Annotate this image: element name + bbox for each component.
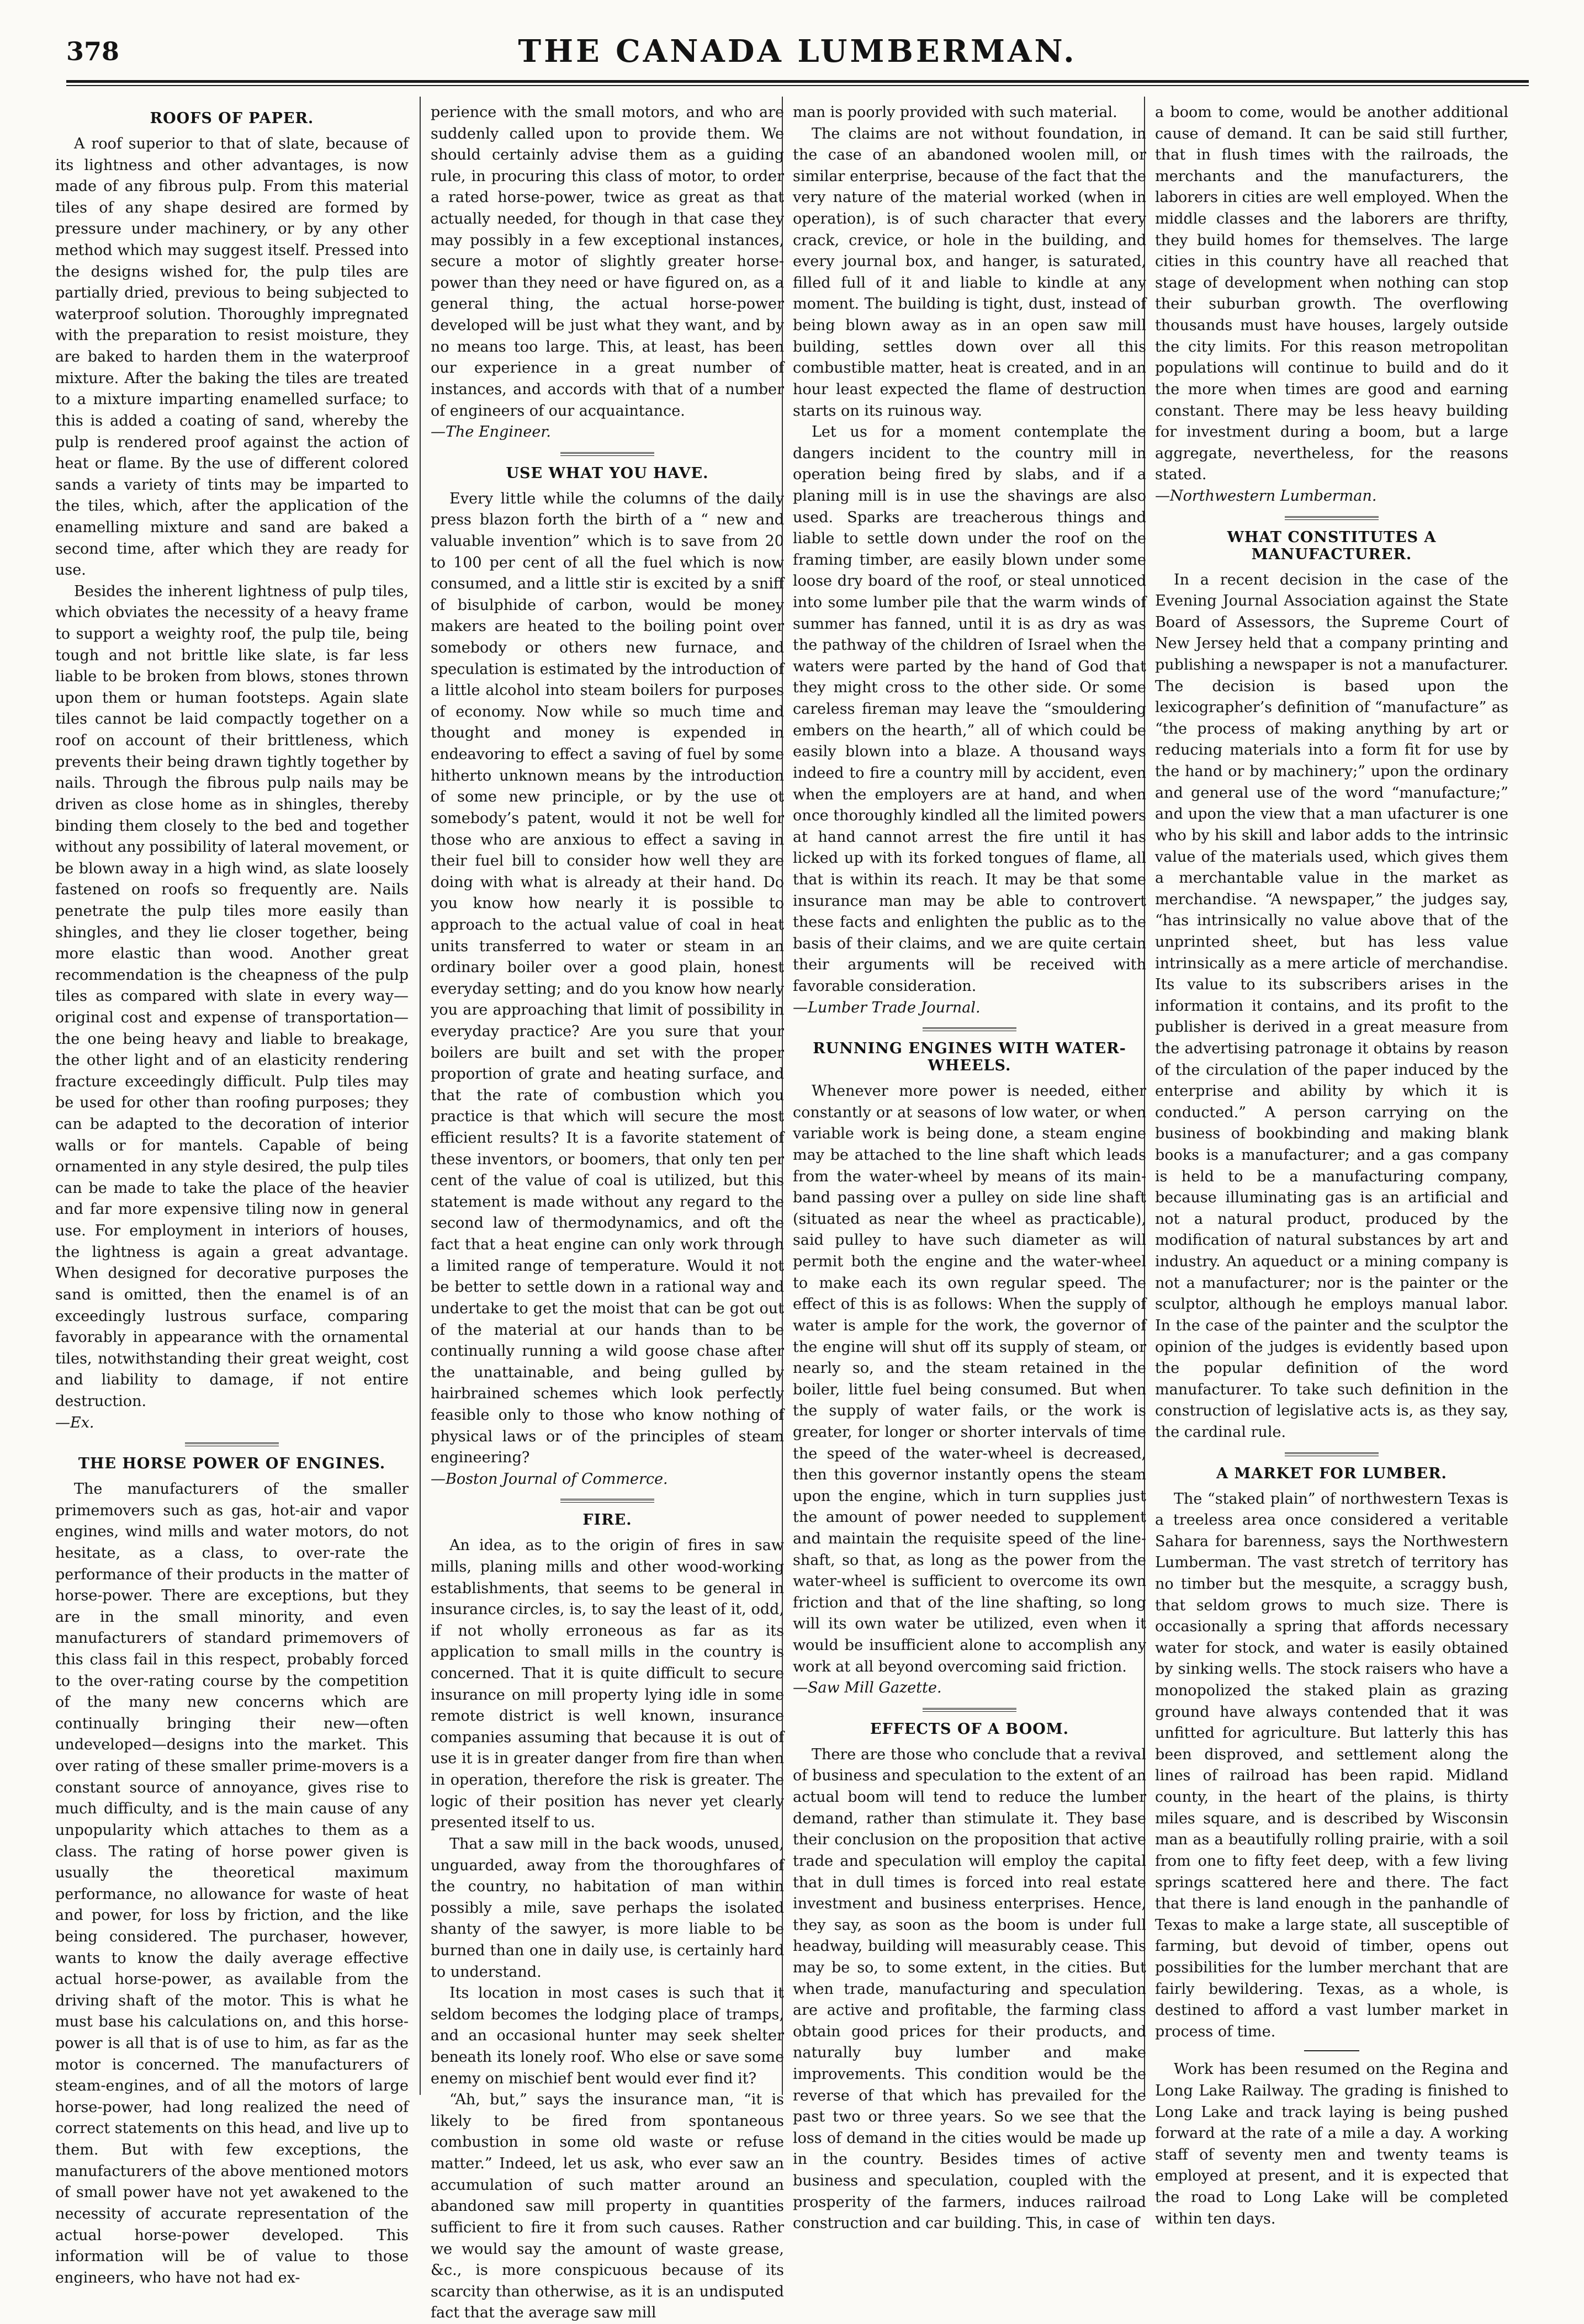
article-paragraph: Besides the inherent lightness of pulp tiles, which obviates the necessity of a heavy frame to support a weighty roof, the pulp tile, being tough and not brittle like slate, is far less liable to be broken from blows, stones thrown upon them or human footsteps. Again slate tiles cannot be laid compactly together on a roof on account of their brittleness, which prevents their being drawn tightly together by nails. Through the fibrous pulp nails may be driven as close home as in shingles, thereby binding them closely to the bed and together without any possibility of lateral movement, or be blown away in a high wind, as slate loosely fastened on roofs so frequently are. Nails penetrate the pulp tiles more easily than shingles, and they lie closer together, being more elastic than wood. Another great recommendation is the cheapness of the pulp tiles as compared with slate in every way—original cost and expense of transportation—the one being heavy and liable to breakage, the other light and of an elasticity rendering fracture exceedingly difficult. Pulp tiles may be used for other than roofing purposes; they can be adapted to the decoration of interior walls or for mantels. Capable of being ornamented in any style desired, the pulp tiles can be made to take the place of the heavier and far more expensive tiling now in general use. For employment in interiors of houses, the lightness is again a great advantage. When designed for decorative purposes the sand is omitted, then the enamel is of an exceedingly lustrous surface, comparing favorably in appearance with the ornamental tiles, notwithstanding their great weight, cost and liability to damage, if not entire destruction.	[55, 582, 409, 1410]
header-rule	[66, 80, 1529, 83]
article-separator	[1285, 516, 1379, 520]
article-paragraph: perience with the small motors, and who are suddenly called upon to provide them. We should certainly advise them as a guiding rule, in procuring this class of motor, to order a rated horse-power, twice as great as that actually needed, for though in that case they may possibly in a few exceptional instances, secure a motor of slightly greater horse-power than they need or have figured on, as a general thing, the actual horse-power developed will be just what they want, and by no means too large. This, at least, has been our experience in a great number of instances, and accords with that of a number of engineers of our acquaintance.	[431, 104, 784, 420]
column-2	[431, 102, 784, 2322]
column-3	[793, 102, 1147, 2232]
column-1	[55, 102, 409, 2286]
article-separator	[923, 1708, 1016, 1712]
article-paragraph: Let us for a moment contemplate the dangers incident to the country mill in operation being fired by slabs, and if a planing mill is in use the shavings are also used. Sparks are treacherous things and liable to settle down under the roof on the framing timber, are easily blown under some loose dry board of the roof, or steal unnoticed into some lumber pile that the warm winds of summer has fanned, until it is as dry as was the pathway of the children of Israel when the waters were parted by the hand of God that they might cross to the other side. Or some careless fireman may leave the “smouldering embers on the hearth,” all of which could be easily blown into a blaze. A thousand ways indeed to fire a country mill by accident, even when the employers are at hand, and when once thoroughly kindled all the limited powers at hand cannot arrest the fire until it has licked up with its forked tongues of flame, all that is within its reach. It may be that some insurance man may be able to controvert these facts and enlighten the public as to the basis of their claims, and we are quite certain their arguments will be received with favorable consideration.	[793, 423, 1147, 995]
article-source: —Lumber Trade Journal.	[793, 999, 981, 1016]
article-paragraph: There are those who conclude that a revival of business and speculation to the extent of an actual boom will tend to reduce the lumber demand, rather than stimulate it. They base their conclusion on the proposition that active trade and speculation will employ the capital that in dull times is forced into real estate investment and business enterprises. Hence, they say, as soon as the boom is under full headway, building will measurably cease. This may be so, to some extent, in the cities. But when trade, manufacturing and speculation are active and profitable, the farming class obtain good prices for their products, and naturally buy lumber and make improvements. This condition would be the reverse of that which has prevailed for the past two or three years. So we see that the loss of demand in the cities would be made up in the country. Besides times of active business and speculation, coupled with the prosperity of the farmers, induces railroad construction and car building. This, in case of	[793, 1745, 1146, 2232]
article-separator	[1304, 2050, 1359, 2051]
article-separator	[923, 1027, 1016, 1031]
article-title-running-engines: RUNNING ENGINES WITH WATER-WHEELS.	[813, 1040, 1126, 1075]
article-paragraph: A roof superior to that of slate, because of its lightness and other advantages, is now made of any fibrous pulp. From this material tiles of any shape desired are formed by pressure under machinery, or by any other method which may suggest itself. Pressed into the designs wished for, the pulp tiles are partially dried, previous to being subjected to waterproof solution. Thoroughly impregnated with the preparation to resist moisture, they are baked to harden them in the waterproof mixture. After the baking the tiles are treated to a mixture imparting enamelled surface; to this is added a coating of sand, whereby the pulp is rendered proof against the action of heat or flame. By the use of different colored sands a variety of tints may be imparted to the tiles, which, after the application of the enamelling mixture and sand are baked a second time, after which they are ready for use.	[55, 135, 409, 579]
header-rule-thin	[66, 85, 1529, 86]
article-separator	[185, 1442, 279, 1446]
article-source: —Northwestern Lumberman.	[1155, 487, 1377, 505]
article-source: —Ex.	[55, 1414, 94, 1431]
page-number: 378	[66, 36, 120, 66]
article-paragraph: That a saw mill in the back woods, unused, unguarded, away from the thoroughfares of the country, no habitation of man within possibly a mile, save perhaps the isolated shanty of the sawyer, is more liable to be burned than one in daily use, is certainly hard to understand.	[431, 1835, 784, 1981]
masthead: THE CANADA LUMBERMAN.	[518, 33, 1077, 70]
page-header	[66, 33, 1529, 72]
article-source: —The Engineer.	[431, 423, 551, 441]
article-source: —Saw Mill Gazette.	[793, 1679, 942, 1697]
article-title-market-for-lumber: A MARKET FOR LUMBER.	[1216, 1465, 1447, 1482]
article-paragraph: man is poorly provided with such material.	[793, 104, 1117, 121]
article-paragraph: The “staked plain” of northwestern Texas is a treeless area once considered a veritable Sahara for barenness, says the Northwestern Lumberman. The vast stretch of territory has no timber but the mesquite, a scraggy bush, that seldom grows to much size. There is occasionally a spring that affords necessary water for stock, and water is easily obtained by sinking wells. The stock raisers who have a monopolized the staked plain as grazing ground have always contended that it was unfitted for agriculture. But latterly this has been disproved, and settlement along the lines of railroad has been rapid. Midland county, in the heart of the plains, is thirty miles square, and is described by Wisconsin man as a beautifully rolling prairie, with a soil from one to fifty feet deep, with a few living springs scattered here and there. The fact that there is land enough in the panhandle of Texas to make a large state, all susceptible of farming, but devoid of timber, opens out possibilities for the lumber merchant that are fairly bewildering. Texas, as a whole, is destined to afford a vast lumber market in process of time.	[1155, 1490, 1508, 2040]
article-paragraph: Whenever more power is needed, either constantly or at seasons of low water, or when variable work is being done, a steam engine may be attached to the line shaft which leads from the water-wheel by means of its main-band passing over a pulley on side line shaft (situated as near the wheel as practicable), said pulley to have such diameter as will permit both the engine and the water-wheel to make each its own regular speed. The effect of this is as follows: When the supply of water is ample for the work, the governor of the engine will shut off its supply of steam, or nearly so, and the steam retained in the boiler, little fuel being consumed. But when the supply of water fails, or the work is greater, for longer or shorter intervals of time the speed of the water-wheel is decreased, then this governor instantly opens the steam upon the engine, which in turn supplies just the amount of power needed to supplement and maintain the requisite speed of the line-shaft, so that, as long as the power from the water-wheel is sufficient to overcome its own friction and that of the line shafting, so long will its own water be utilized, even when it would be insufficient alone to accomplish any work at all beyond overcoming said friction.	[793, 1083, 1146, 1675]
article-title-effects-of-boom: EFFECTS OF A BOOM.	[870, 1720, 1069, 1738]
article-title-use-what-you-have: USE WHAT YOU HAVE.	[506, 464, 709, 482]
article-paragraph: In a recent decision in the case of the Evening Journal Association against the State Board of Assessors, the Supreme Court of New Jersey held that a company printing and publishing a newspaper is not a manufacturer. The decision is based upon the lexicographer’s definition of “manufacture” as “the process of making anything by art or reducing materials into a form fit for use by the hand or by machinery;” upon the ordinary and general use of the word “manufacture;” and upon the view that a man ufacturer is one who by his skill and labor adds to the intrinsic value of the materials used, which gives them a merchantable value in the market as merchandise. “A newspaper,” the judges say, “has intrinsically no value above that of the unprinted sheet, but has less value intrinsically as a mere article of merchandise. Its value to its subscribers arises in the information it contains, and its profit to the publisher is derived in a great measure from the advertising patronage it obtains by reason of the circulation of the paper induced by the enterprise and ability by which it is conducted.” A person carrying on the business of bookbinding and making blank books is a manufacturer; and a gas company is held to be a manufacturing company, because illuminating gas is an artificial and not a natural product, produced by the modification of natural substances by art and industry. An aqueduct or a mining company is not a manufacturer; nor is the painter or the sculptor, although he employs manual labor. In the case of the painter and the sculptor the opinion of the judges is evidently based upon the popular definition of the word manufacturer. To take such definition in the construction of legislative acts is, as they say, the cardinal rule.	[1155, 571, 1508, 1441]
column-divider	[420, 97, 421, 2095]
article-paragraph: Work has been resumed on the Regina and Long Lake Railway. The grading is finished to Long Lake and track laying is being pushed forward at the rate of a mile a day. A working staff of seventy men and twenty teams is employed at present, and it is expected that the road to Long Lake will be completed within ten days.	[1155, 2061, 1508, 2227]
column-4	[1155, 102, 1508, 2227]
article-title-roofs: ROOFS OF PAPER.	[150, 110, 314, 127]
article-paragraph: The manufacturers of the smaller primemovers such as gas, hot-air and vapor engines, wind mills and water motors, do not hesitate, as a class, to over-rate the performance of their products in the matter of horse-power. There are exceptions, but they are in the small minority, and even manufacturers of standard primemovers of this class fail in this respect, probably forced to the over-rating course by the competition of the many new concerns which are continually bringing their new—often undeveloped—designs into the market. This over rating of these smaller prime-movers is a constant source of annoyance, gives rise to much difficulty, and is the main cause of any unpopularity which attaches to them as a class. The rating of horse power given is usually the theoretical maximum performance, no allowance for waste of heat and power, for loss by friction, and the like being considered. The purchaser, however, wants to know the daily average effective actual horse-power, as available from the driving shaft of the motor. This is what he must base his calculations on, and this horse-power is all that is of use to him, as far as the motor is concerned. The manufacturers of steam-engines, and of all the motors of large horse-power, had long realized the need of correct statements on this head, and live up to them. But with few exceptions, the manufacturers of the above mentioned motors of small power have not yet awakened to the necessity of accurate representation of the actual horse-power developed. This information will be of value to those engineers, who have not had ex-	[55, 1481, 409, 2286]
article-separator	[560, 452, 654, 456]
article-paragraph: “Ah, but,” says the insurance man, “it is likely to be fired from spontaneous combustion in some old waste or refuse matter.” Indeed, let us ask, who ever saw an accumulation of such matter around an abandoned saw mill property in quantities sufficient to fire it from such causes. Rather we would say the amount of waste grease, &c., is more conspicuous because of its scarcity than otherwise, as it is an undisputed fact that the average saw mill	[431, 2091, 784, 2322]
article-paragraph: a boom to come, would be another additional cause of demand. It can be said still further, that in flush times with the railroads, the merchants and the manufacturers, the laborers in cities are well employed. When the middle classes and the laborers are thrifty, they build homes for themselves. The large cities in this country have all reached that stage of development when nothing can stop their suburban growth. The overflowing thousands must have houses, largely outside the city limits. For this reason metropolitan populations will continue to build and do it the more when times are good and earning constant. There may be less heavy building for investment during a boom, but a large aggregate, nevertheless, for the reasons stated.	[1155, 104, 1508, 484]
article-separator	[560, 1499, 654, 1503]
article-title-horse-power: THE HORSE POWER OF ENGINES.	[78, 1455, 386, 1473]
article-title-manufacturer: WHAT CONSTITUTES A MANUFACTURER.	[1227, 528, 1437, 563]
article-paragraph: An idea, as to the origin of fires in saw mills, planing mills and other wood-working establishments, that seems to be general in insurance circles, is, to say the least of it, odd, if not wholly erroneous as far as its application to small mills in the country is concerned. That it is quite difficult to secure insurance on mill property lying idle in some remote district is well known, insurance companies assuming that because it is out of use it is in greater danger from fire than when in operation, therefore the risk is greater. The logic of their position has never yet clearly presented itself to us.	[431, 1537, 784, 1832]
article-paragraph: The claims are not without foundation, in the case of an abandoned woolen mill, or similar enterprise, because of the fact that the very nature of the material worked (when in operation), is of such character that every crack, crevice, or hole in the building, and every journal box, and hanger, is saturated, filled full of it and liable to kindle at any moment. The building is tight, dust, instead of being blown away as in an open saw mill building, settles down over all this combustible matter, heat is created, and in an hour least expected the flame of destruction starts on its ruinous way.	[793, 125, 1146, 420]
article-source: —Boston Journal of Commerce.	[431, 1470, 668, 1488]
article-title-fire: FIRE.	[582, 1511, 632, 1529]
article-paragraph: Its location in most cases is such that it seldom becomes the lodging place of tramps, and an occasional hunter may seek shelter beneath its lonely roof. Who else or save some enemy on mischief bent would ever find it?	[431, 1985, 784, 2087]
article-paragraph: Every little while the columns of the daily press blazon forth the birth of a “ new and valuable invention” which is to save from 20 to 100 per cent of all the fuel which is now consumed, and a little stir is excited by a sniff of bisulphide of carbon, would be money makers are heated to the boiling point over somebody or others new furnace, and speculation is estimated by the introduction of a little alcohol into steam boilers for purposes of economy. Now while so much time and thought and money is expended in endeavoring to effect a saving of fuel by some hitherto unknown means by the introduction of some new principle, or by the use ot somebody’s patent, would it not be well for those who are anxious to effect a saving in their fuel bill to consider how well they are doing with what is already at their hand. Do you know how nearly it is possible to approach to the actual value of coal in heat units transferred to water or steam in an ordinary boiler over a good plain, honest everyday setting; and do you know how nearly you are approaching that limit of possibility in everyday practice? Are you sure that your boilers are built and set with the proper proportion of grate and heating surface, and that the rate of combustion which you practice is that which will secure the most efficient results? It is a favorite statement of these inventors, or boomers, that only ten per cent of the value of coal is utilized, but this statement is made without any regard to the second law of thermodynamics, and oft the fact that a heat engine can only work through a limited range of temperature. Would it not be better to settle down in a rational way and undertake to get the moist that can be got out of the material at our hands than to be continually running a wild goose chase after the unattainable, and being gulled by hairbrained schemes which look perfectly feasible only to those who know nothing of physical laws or of the principles of steam engineering?	[431, 490, 784, 1467]
article-separator	[1285, 1452, 1379, 1456]
